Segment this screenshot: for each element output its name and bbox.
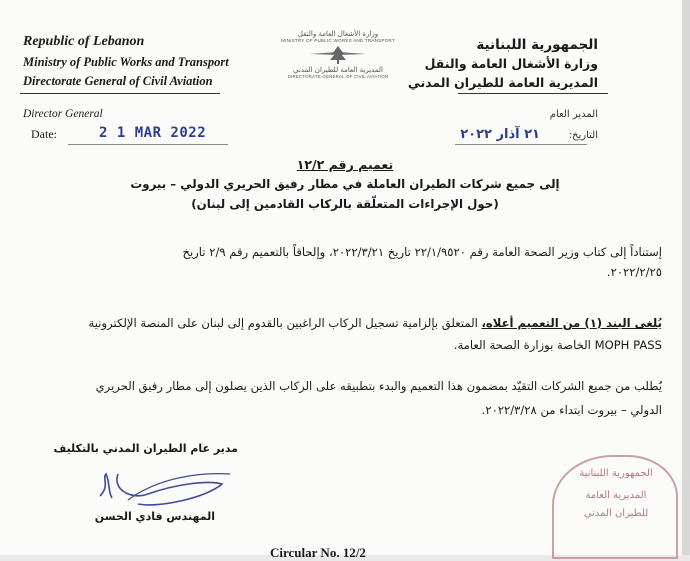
header-en-directorate: Directorate General of Civil Aviation [23, 74, 213, 88]
emblem-top-en: MINISTRY OF PUBLIC WORKS AND TRANSPORT [281, 38, 395, 43]
header-rule-right [458, 93, 608, 94]
circular-title: تعميم رقم ١٢/٢ [296, 157, 394, 172]
emblem-bottom-en: DIRECTORATE GENERAL OF CIVIL AVIATION [287, 74, 389, 79]
ministry-emblem [268, 30, 408, 100]
signatory-name: المهندس فادي الحسن [94, 510, 215, 523]
stamp-line-1: الجمهورية اللبنانية [579, 468, 653, 479]
paragraph-1-line-2: ٢٠٢٢/٢/٢٥. [606, 265, 662, 279]
date-stamp-ar: ٢١ آذار ٢٠٢٢ [460, 127, 540, 142]
footer-circular-number: Circular No. 12/2 [270, 545, 366, 560]
stamp-line-2: المديرية العامة [585, 490, 647, 501]
date-line-ar [455, 144, 587, 145]
paragraph-1-line-1: إستناداً إلى كتاب وزير الصحة العامة رقم ٢٢/١/٩٥٢٠ تاريخ ٢٠٢٢/٣/٢١، وإلحاقاً بالتعميم رقم ٢/٩ تاريخ [182, 245, 662, 259]
signatory-title: مدير عام الطيران المدني بالتكليف [53, 442, 238, 455]
director-label-ar: المدير العام [549, 109, 598, 120]
cedar-wings-icon [308, 44, 368, 66]
header-ar-ministry: وزارة الأشغال العامة والنقل [424, 56, 598, 71]
paragraph-3-line-2: الدولي – بيروت ابتداء من ٢٠٢٢/٣/٢٨. [481, 403, 662, 417]
director-label-en: Director General [23, 108, 103, 120]
circular-subject: (حول الإجراءات المتعلّقة بالركاب القادمين إلى لبنان) [191, 197, 499, 211]
header-en-ministry: Ministry of Public Works and Transport [23, 55, 229, 69]
paragraph-2-rest: المتعلق بإلزامية تسجيل الركاب الراغبين بالقدوم إلى لبنان على المنصة الإلكترونية [88, 316, 482, 330]
date-line-en [68, 144, 228, 145]
circular-recipients: إلى جميع شركات الطيران العاملة في مطار رفيق الحريري الدولي – بيروت [130, 177, 560, 191]
paragraph-3-line-1: يُطلب من جميع الشركات التقيّد بمضمون هذا التعميم والبدء بتطبيقه على الركاب الذين يصلون إلى مطار رفيق الحريري [95, 379, 662, 393]
handwritten-signature [88, 460, 238, 515]
header-en-republic: Republic of Lebanon [23, 34, 145, 49]
page-edge [682, 0, 690, 555]
header-rule-left [20, 93, 220, 94]
date-label-en: Date: [31, 127, 57, 141]
emblem-bottom-ar: المديرية العامة للطيران المدني [293, 66, 383, 74]
emblem-top-ar: وزارة الأشغال العامة والنقل [297, 30, 379, 38]
paragraph-2-bold: يُلغى البند (١) من التعميم أعلاه، [481, 316, 662, 330]
date-stamp-en: 2 1 MAR 2022 [99, 125, 207, 141]
stamp-line-3: للطيران المدني [583, 508, 649, 519]
header-ar-directorate: المديرية العامة للطيران المدني [407, 75, 598, 90]
header-ar-republic: الجمهورية اللبنانية [476, 37, 598, 53]
date-label-ar: التاريخ: [568, 130, 598, 141]
paragraph-2-line-2: MOPH PASS الخاصة بوزارة الصحة العامة. [453, 338, 662, 352]
